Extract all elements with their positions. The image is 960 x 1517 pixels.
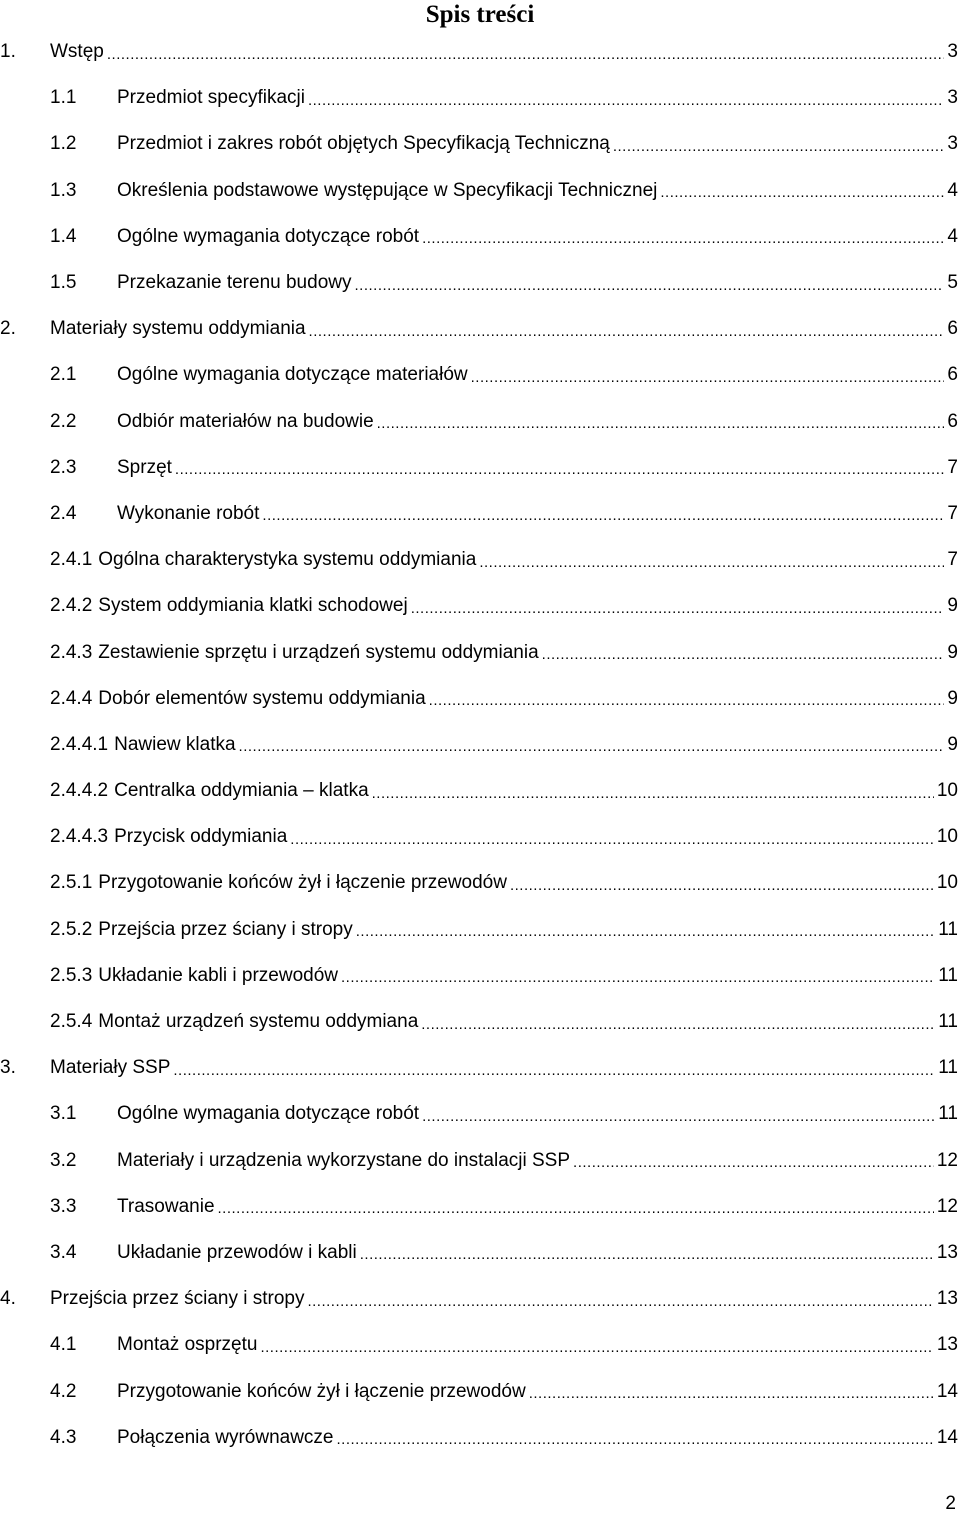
toc-entry[interactable]	[0, 537, 960, 583]
toc-entry-title: Przygotowanie końców żył i łączenie przewodów	[98, 872, 507, 894]
toc-entry-page: 4	[947, 179, 958, 201]
dot-leader	[510, 878, 934, 897]
toc-entry-number: 2.5.4	[50, 1011, 93, 1033]
dot-leader	[422, 231, 944, 250]
toc-entry-page: 12	[936, 1195, 958, 1217]
dot-leader	[307, 1294, 933, 1313]
toc-entry-title: Materiały systemu oddymiania	[50, 318, 306, 340]
toc-entry-number: 2.4.3	[50, 641, 93, 663]
toc-entry-title: Przedmiot specyfikacji	[117, 87, 305, 109]
toc-entry-title: Połączenia wyrównawcze	[117, 1426, 334, 1448]
toc-entry-number: 1.2	[50, 133, 77, 155]
toc-entry-title: Trasowanie	[117, 1195, 215, 1217]
toc-entry[interactable]	[0, 1368, 960, 1414]
dot-leader	[239, 739, 945, 758]
toc-entry-title: Wykonanie robót	[117, 502, 260, 524]
dot-leader	[613, 139, 945, 158]
toc-entry[interactable]	[0, 121, 960, 167]
toc-entry[interactable]	[0, 953, 960, 999]
toc-entry-number: 2.5.1	[50, 872, 93, 894]
dot-leader	[309, 324, 945, 343]
toc-entry-title: Materiały i urządzenia wykorzystane do instalacji SSP	[117, 1149, 571, 1171]
toc-entry[interactable]	[0, 1184, 960, 1230]
toc-entry[interactable]	[0, 860, 960, 906]
toc-entry[interactable]	[0, 999, 960, 1045]
toc-entry-number: 4.1	[50, 1334, 77, 1356]
toc-entry-title: Przygotowanie końców żył i łączenie przewodów	[117, 1380, 526, 1402]
toc-entry[interactable]	[0, 352, 960, 398]
dot-leader	[429, 693, 945, 712]
toc-entry-page: 9	[947, 641, 958, 663]
dot-leader	[542, 647, 945, 666]
toc-entry-title: Ogólne wymagania dotyczące materiałów	[117, 364, 468, 386]
toc-entry[interactable]	[0, 722, 960, 768]
toc-entry-page: 6	[947, 410, 958, 432]
toc-entry-number: 1.	[0, 41, 16, 63]
dot-leader	[218, 1201, 934, 1220]
toc-entry-title: Przycisk oddymiania	[114, 826, 288, 848]
toc-entry-number: 4.3	[50, 1426, 77, 1448]
dot-leader	[471, 370, 945, 389]
toc-entry-page: 11	[938, 918, 958, 940]
toc-entry-title: Montaż osprzętu	[117, 1334, 258, 1356]
toc-entry-page: 11	[938, 1057, 958, 1079]
toc-entry-title: Wstęp	[50, 41, 104, 63]
toc-entry-number: 3.4	[50, 1241, 77, 1263]
toc-entry-title: Określenia podstawowe występujące w Specyfikacji Technicznej	[117, 179, 658, 201]
toc-entry-number: 3.	[0, 1057, 16, 1079]
dot-leader	[377, 416, 945, 435]
toc-entry-title: Nawiew klatka	[114, 733, 236, 755]
page-number: 2	[945, 1493, 956, 1514]
toc-entry[interactable]	[0, 629, 960, 675]
toc-entry-number: 2.4.4.2	[50, 780, 109, 802]
dot-leader	[360, 1247, 934, 1266]
dot-leader	[175, 462, 945, 481]
toc-entry-number: 1.4	[50, 225, 77, 247]
toc-entry[interactable]	[0, 583, 960, 629]
toc-entry[interactable]	[0, 399, 960, 445]
toc-entry[interactable]	[0, 1091, 960, 1137]
toc-entry-number: 2.4.4	[50, 687, 93, 709]
toc-entry-title: Ogólne wymagania dotyczące robót	[117, 1103, 420, 1125]
toc-entry-number: 2.4.4.3	[50, 826, 109, 848]
toc-entry[interactable]	[0, 907, 960, 953]
toc-entry[interactable]	[0, 768, 960, 814]
toc-entry-number: 2.3	[50, 456, 77, 478]
toc-entry-page: 6	[947, 364, 958, 386]
toc-entry-title: Dobór elementów systemu oddymiania	[98, 687, 426, 709]
toc-entry[interactable]	[0, 491, 960, 537]
toc-entry-title: System oddymiania klatki schodowej	[98, 595, 408, 617]
toc-entry-number: 2.1	[50, 364, 77, 386]
dot-leader	[337, 1432, 934, 1451]
toc-entry-page: 7	[947, 502, 958, 524]
toc-entry-title: Przekazanie terenu budowy	[117, 272, 352, 294]
toc-entry-page: 7	[947, 549, 958, 571]
toc-entry[interactable]	[0, 445, 960, 491]
toc-entry-number: 3.3	[50, 1195, 77, 1217]
toc-entry-page: 3	[947, 133, 958, 155]
toc-entry-number: 4.2	[50, 1380, 77, 1402]
toc-entry-number: 4.	[0, 1288, 16, 1310]
toc-entry-page: 5	[947, 272, 958, 294]
toc-entry-title: Sprzęt	[117, 456, 172, 478]
toc-entry-page: 11	[938, 1103, 958, 1125]
toc-entry-number: 2.4	[50, 502, 77, 524]
dot-leader	[479, 555, 944, 574]
toc-entry-number: 2.4.2	[50, 595, 93, 617]
toc-entry[interactable]	[0, 1138, 960, 1184]
toc-entry-page: 7	[947, 456, 958, 478]
toc-entry-page: 14	[936, 1426, 958, 1448]
toc-entry-number: 1.5	[50, 272, 77, 294]
toc-entry-number: 2.	[0, 318, 16, 340]
dot-leader	[354, 278, 944, 297]
dot-leader	[341, 970, 935, 989]
toc-entry-number: 2.5.2	[50, 918, 93, 940]
toc-entry-number: 2.5.3	[50, 964, 93, 986]
toc-entry-number: 2.2	[50, 410, 77, 432]
toc-entry-page: 11	[938, 1011, 958, 1033]
toc-entry-page: 12	[936, 1149, 958, 1171]
toc-entry-page: 10	[936, 826, 958, 848]
dot-leader	[421, 1017, 935, 1036]
toc-entry[interactable]	[0, 214, 960, 260]
toc-entry[interactable]	[0, 1230, 960, 1276]
toc-entry-page: 9	[947, 733, 958, 755]
toc-entry-page: 14	[936, 1380, 958, 1402]
toc-entry[interactable]	[0, 814, 960, 860]
toc-entry-page: 3	[947, 41, 958, 63]
toc-entry-title: Centralka oddymiania – klatka	[114, 780, 369, 802]
toc-entry-number: 3.2	[50, 1149, 77, 1171]
toc-entry[interactable]	[0, 1045, 960, 1091]
toc-entry-title: Przedmiot i zakres robót objętych Specyfikacją Techniczną	[117, 133, 610, 155]
toc-entry-page: 10	[936, 872, 958, 894]
toc-entry-title: Montaż urządzeń systemu oddymiana	[98, 1011, 419, 1033]
dot-leader	[260, 1340, 933, 1359]
toc-entry-number: 3.1	[50, 1103, 77, 1125]
toc-entry-title: Odbiór materiałów na budowie	[117, 410, 374, 432]
toc-entry[interactable]	[0, 676, 960, 722]
dot-leader	[173, 1063, 935, 1082]
toc-entry[interactable]	[0, 306, 960, 352]
toc-entry[interactable]	[0, 1415, 960, 1461]
toc-entry-number: 2.4.4.1	[50, 733, 109, 755]
toc-entry-page: 13	[936, 1241, 958, 1263]
toc-entry-page: 6	[947, 318, 958, 340]
dot-leader	[573, 1155, 934, 1174]
toc-entry-number: 1.1	[50, 87, 77, 109]
toc-entry-page: 13	[936, 1288, 958, 1310]
toc-entry-title: Układanie kabli i przewodów	[98, 964, 339, 986]
toc-entry-title: Ogólne wymagania dotyczące robót	[117, 225, 420, 247]
toc-entry-title: Przejścia przez ściany i stropy	[98, 918, 353, 940]
dot-leader	[308, 93, 944, 112]
toc-entry-page: 10	[936, 780, 958, 802]
toc-entry-title: Ogólna charakterystyka systemu oddymiania	[98, 549, 477, 571]
dot-leader	[372, 786, 934, 805]
toc-entry-title: Zestawienie sprzętu i urządzeń systemu oddymiania	[98, 641, 539, 663]
toc-entry-page: 9	[947, 687, 958, 709]
dot-leader	[411, 601, 945, 620]
toc-entry-number: 1.3	[50, 179, 77, 201]
toc-entry[interactable]	[0, 29, 960, 75]
dot-leader	[262, 508, 944, 527]
toc-entry[interactable]	[0, 1322, 960, 1368]
dot-leader	[290, 832, 934, 851]
toc-entry-page: 11	[938, 964, 958, 986]
toc-entry-page: 3	[947, 87, 958, 109]
toc-entry-title: Materiały SSP	[50, 1057, 171, 1079]
toc-entry[interactable]	[0, 260, 960, 306]
toc-entry[interactable]	[0, 75, 960, 121]
dot-leader	[660, 185, 944, 204]
toc-entry-page: 13	[936, 1334, 958, 1356]
toc-entry-page: 9	[947, 595, 958, 617]
toc-entry[interactable]	[0, 1276, 960, 1322]
dot-leader	[107, 47, 945, 66]
dot-leader	[529, 1386, 934, 1405]
toc-entry[interactable]	[0, 168, 960, 214]
toc-title: Spis treści	[425, 1, 535, 28]
toc-entry-title: Przejścia przez ściany i stropy	[50, 1288, 305, 1310]
dot-leader	[356, 924, 936, 943]
dot-leader	[422, 1109, 935, 1128]
toc-entry-page: 4	[947, 225, 958, 247]
toc-entry-number: 2.4.1	[50, 549, 93, 571]
toc-entry-title: Układanie przewodów i kabli	[117, 1241, 357, 1263]
table-of-contents	[0, 29, 960, 1461]
